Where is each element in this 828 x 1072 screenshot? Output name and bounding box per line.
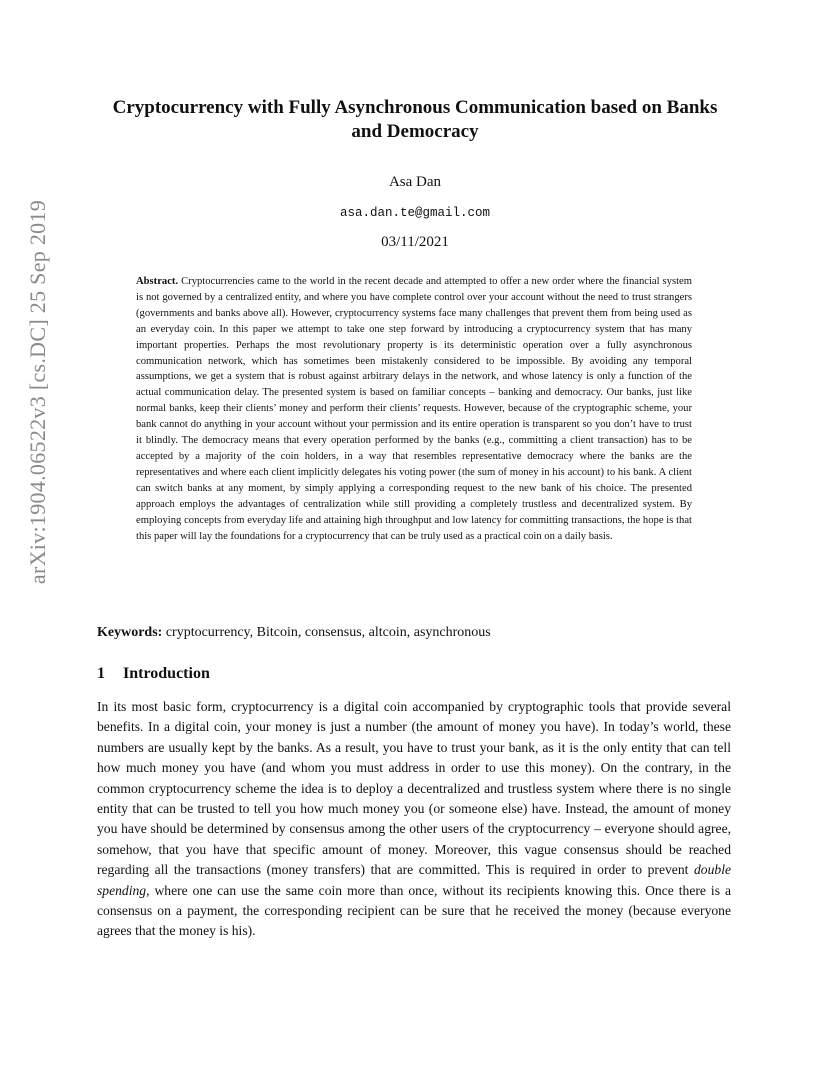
section-number: 1 <box>97 665 105 682</box>
arxiv-identifier-stamp: arXiv:1904.06522v3 [cs.DC] 25 Sep 2019 <box>25 199 50 585</box>
author-email: asa.dan.te@gmail.com <box>339 206 491 220</box>
abstract-label: Abstract. <box>136 276 179 287</box>
abstract-text: Cryptocurrencies came to the world in the recent decade and attempted to offer a new order where the financial system is not governed by a centralized entity, and where you have complete control over your account without the need to trust strangers (governments and banks above all). However, cryptocurrency systems face many challenges that prevent them from being used as an everyday coin. In this paper we attempt to take one step forward by introducing a cryptocurrency system that has many important properties. Perhaps the most revolutionary property is its deterministic operation over a fully asynchronous communication network, which has sometimes been mistakenly considered to be impossible. By avoiding any temporal assumptions, we get a system that is robust against arbitrary delays in the network, and whose latency is only a function of the actual communication delay. The presented system is based on familiar concepts – banking and democracy. Our banks, just like normal banks, keep their clients’ money and perform their clients’ requests. However, because of the cryptographic scheme, your bank cannot do anything in your account without your permission and its entire operation is transparent so you don’t have to trust it blindly. The democracy means that every operation performed by the banks (e.g., committing a client transaction) has to be accepted by a majority of the coin holders, in a way that resembles representative democracy where the banks are the representatives and where each client implicitly delegates his voting power (the sum of money in his account) to his bank. A client can switch banks at any moment, by simply applying a corresponding request to the new bank of his choice. The presented approach employs the advantages of centralization while still providing a completely trustless and decentralized system. By employing concepts from everyday life and attaining high throughput and low latency for committing transactions, the hope is that this paper will lay the foundations for a cryptocurrency that can be truly used as a practical coin on a daily basis. <box>136 276 692 542</box>
introduction-paragraph <box>97 697 731 942</box>
keywords-line <box>97 625 737 641</box>
section-title: Introduction <box>123 665 210 682</box>
abstract-block <box>136 274 692 544</box>
intro-text-part1: In its most basic form, cryptocurrency is a digital coin accompanied by cryptographic tools that provide several benefits. In a digital coin, your money is just a number (the amount of money you have). In today’s world, these numbers are usually kept by the banks. As a result, you have to trust your bank, as it is the only entity that can tell how much money you have (and whom you must address in order to use this money). On the contrary, in the common cryptocurrency scheme the idea is to deploy a decentralized and trustless system where there is no single entity that can be trusted to tell you how much money you (or someone else) have. Instead, the amount of money you have should be determined by consensus among the other users of the cryptocurrency – everyone should agree, somehow, that you have that specific amount of money. Moreover, this vague consensus should be reached regarding all the transactions (money transfers) that are committed. This is required in order to prevent <box>97 699 731 878</box>
keywords-text: cryptocurrency, Bitcoin, consensus, altcoin, asynchronous <box>165 625 491 640</box>
section-heading-introduction <box>97 665 210 683</box>
paper-title: Cryptocurrency with Fully Asynchronous Communication based on Banks and Democracy <box>112 97 718 142</box>
intro-emphasis: double spending <box>97 862 731 898</box>
keywords-label: Keywords: <box>97 625 163 640</box>
paper-date: 03/11/2021 <box>381 234 449 250</box>
intro-text-part2: , where one can use the same coin more than once, without its recipients knowing this. Once there is a consensus on a payment, the corresponding recipient can be sure that he received the money (because everyone agrees that the money is his). <box>97 882 731 939</box>
author-name: Asa Dan <box>388 174 442 190</box>
